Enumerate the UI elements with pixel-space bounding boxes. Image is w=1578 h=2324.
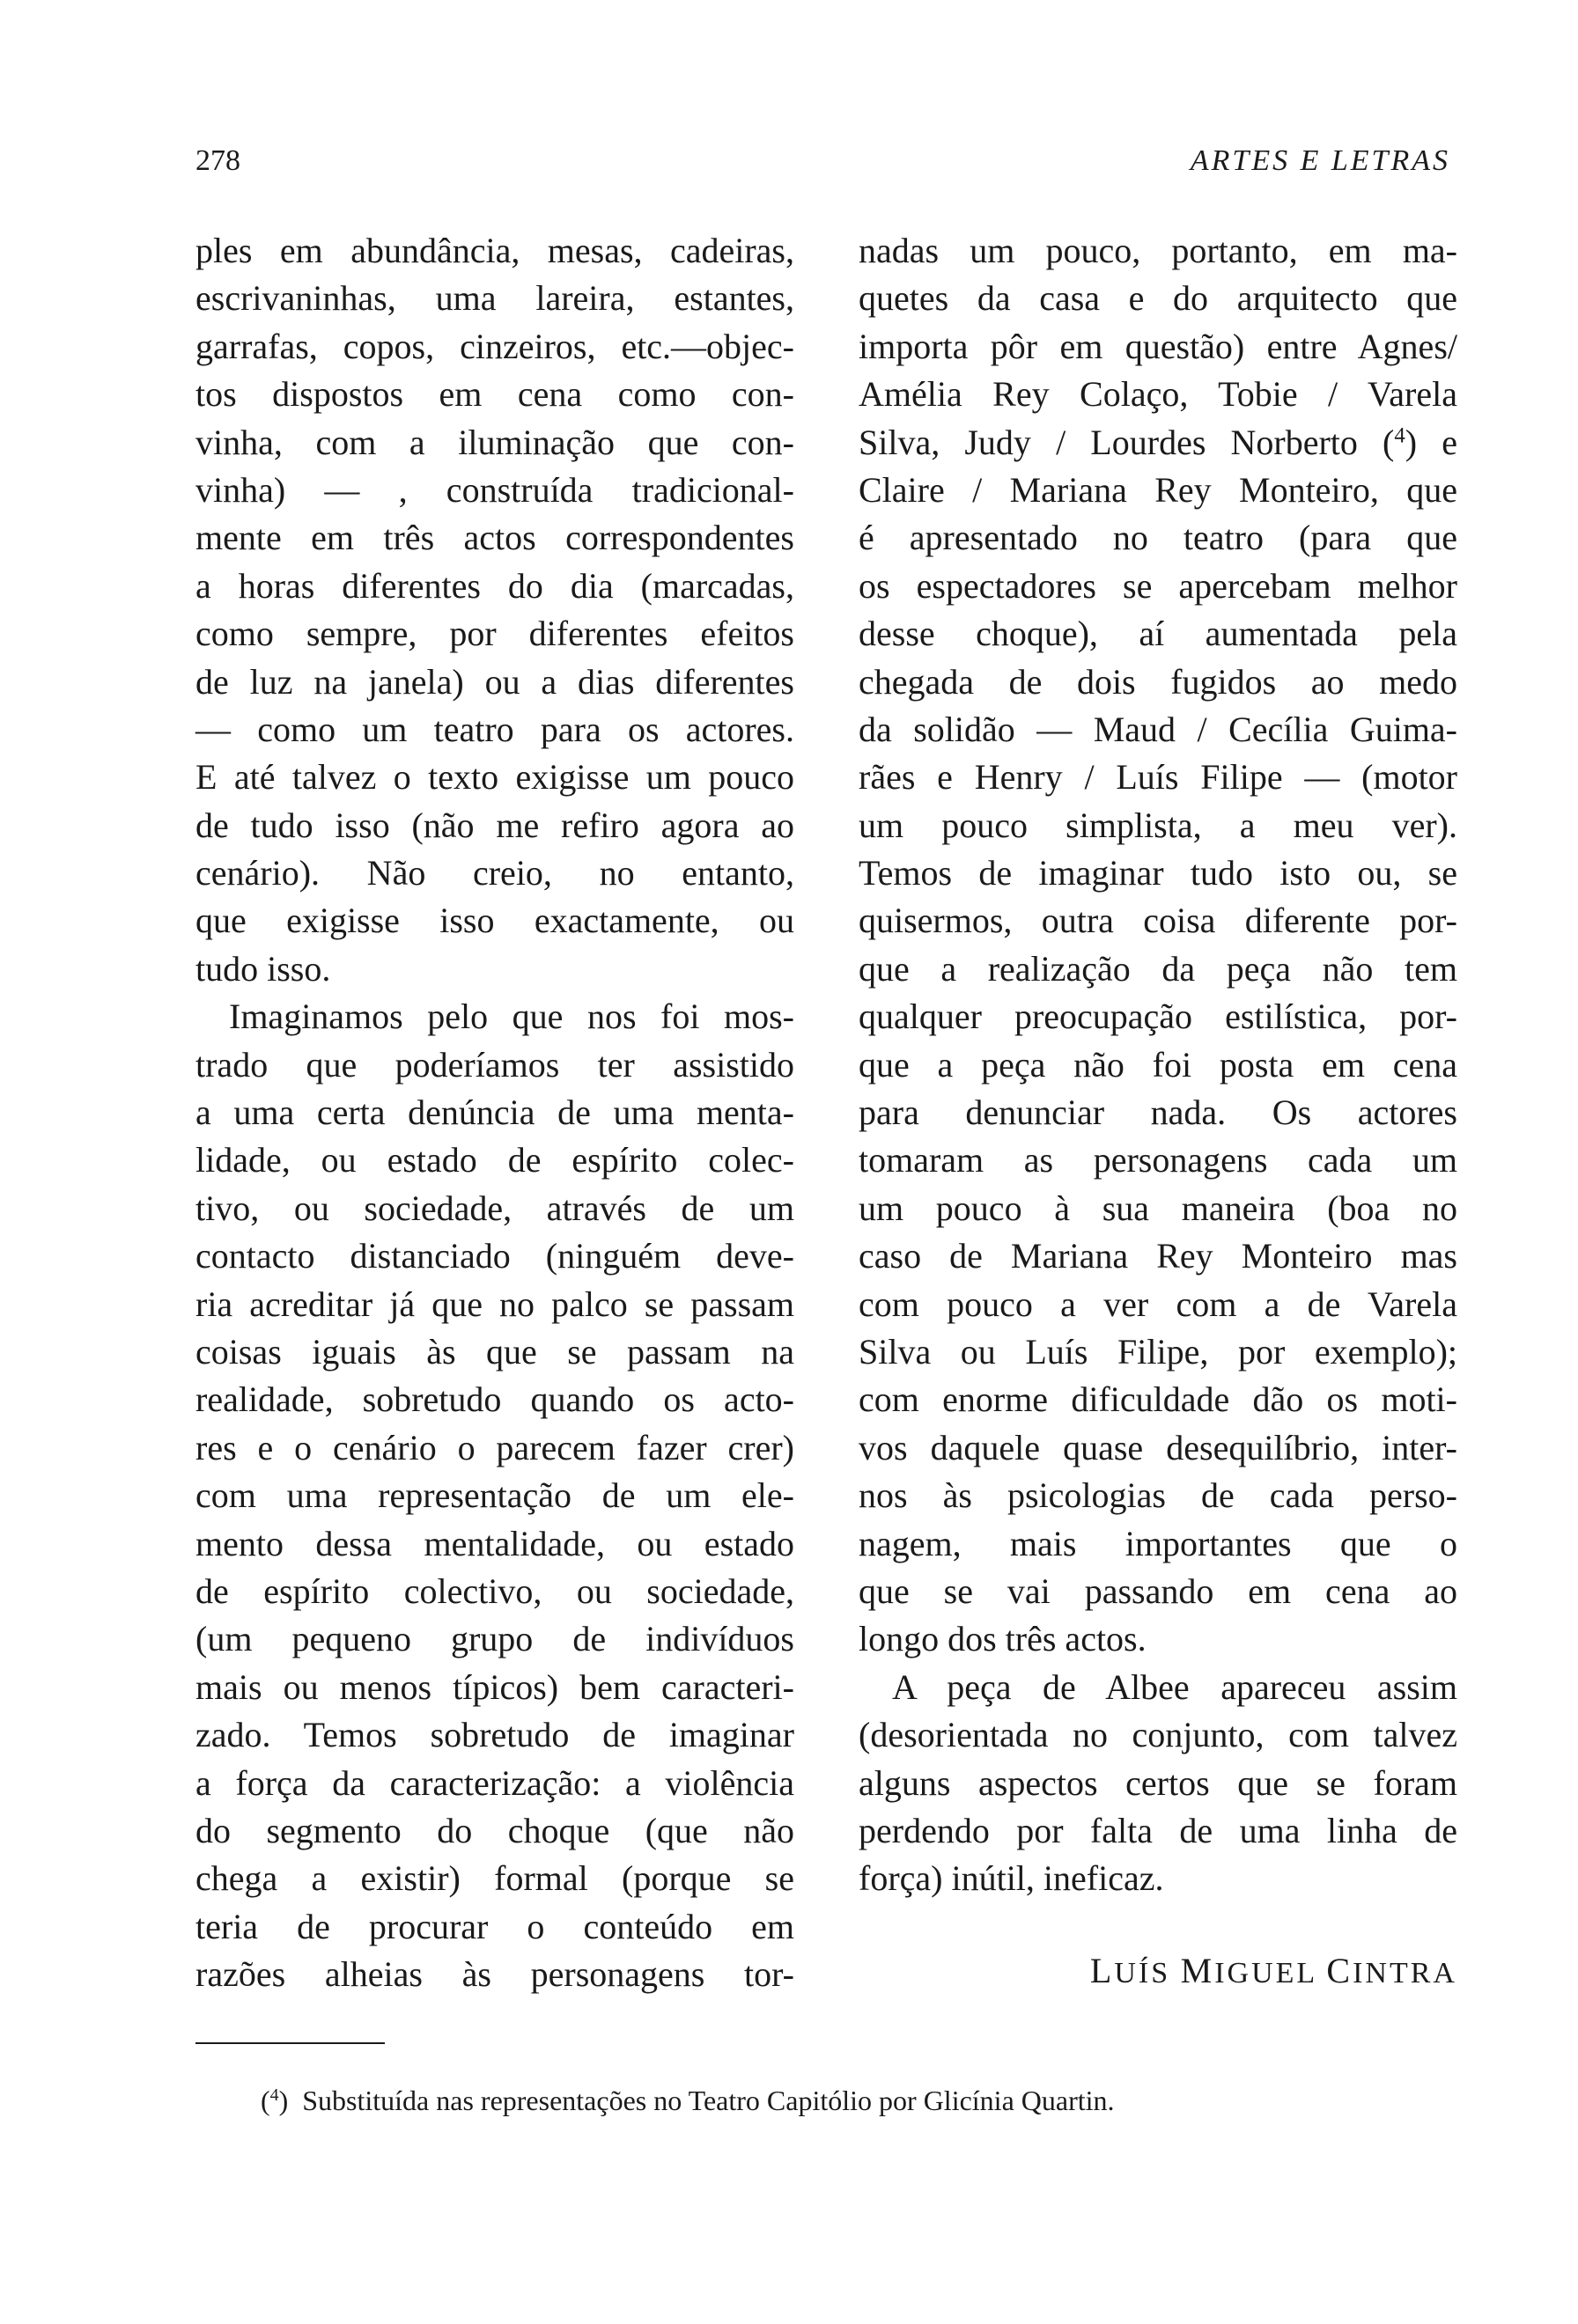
footnote-marker: 4 (269, 2085, 279, 2106)
text-line: vinha, com a iluminação que con- (195, 422, 794, 462)
right-column (859, 227, 1457, 1997)
running-head: ARTES E LETRAS (1190, 144, 1450, 177)
text-line: como sempre, por diferentes efeitos (195, 614, 794, 654)
text-line: Temos de imaginar tudo isto ou, se (859, 853, 1457, 894)
text-line: alguns aspectos certos que se foram (859, 1762, 1457, 1803)
text-line: Silva, Judy / Lourdes Norberto ($^4$) e (859, 422, 1457, 462)
text-line: nadas um pouco, portanto, em ma- (859, 231, 1457, 270)
text-line: tos dispostos em cena como con- (195, 374, 794, 415)
text-line: com enorme dificuldade dão os moti- (859, 1379, 1457, 1420)
text-line: força) inútil, ineficaz. (859, 1858, 1164, 1899)
text-line: tudo isso. (195, 948, 331, 989)
text-line: do segmento do choque (que não (195, 1810, 794, 1850)
text-line: cenário). Não creio, no entanto, (195, 853, 794, 894)
text-line: que a peça não foi posta em cena (859, 1044, 1457, 1085)
text-line: caso de Mariana Rey Monteiro mas (859, 1236, 1457, 1276)
text-line: da solidão — Maud / Cecília Guima- (859, 709, 1457, 749)
text-line: — como um teatro para os actores. (195, 709, 794, 749)
text-line: os espectadores se apercebam melhor (859, 565, 1457, 606)
text-line: mento dessa mentalidade, ou estado (195, 1523, 794, 1563)
text-line: com uma representação de um ele- (195, 1475, 794, 1516)
text-line: res e o cenário o parecem fazer crer) (195, 1427, 794, 1467)
text-line: (desorientada no conjunto, com talvez (859, 1715, 1457, 1755)
text-line: nagem, mais importantes que o (859, 1523, 1457, 1563)
text-line: trado que poderíamos ter assistido (195, 1044, 794, 1085)
text-line: tivo, ou sociedade, através de um (195, 1188, 794, 1228)
text-line: um pouco simplista, a meu ver). (859, 805, 1457, 845)
author-signature: LUÍS MIGUEL CINTRA (1089, 1950, 1457, 1990)
text-line: Claire / Mariana Rey Monteiro, que (859, 469, 1457, 510)
text-line: com pouco a ver com a de Varela (859, 1283, 1457, 1324)
text-line: nos às psicologias de cada perso- (859, 1475, 1457, 1516)
text-line: teria de procurar o conteúdo em (195, 1906, 794, 1946)
text-line: razões alheias às personagens tor- (195, 1954, 794, 1995)
text-line: é apresentado no teatro (para que (859, 518, 1457, 558)
footnote-rule (195, 2042, 385, 2044)
text-line: desse choque), aí aumentada pela (859, 614, 1457, 654)
text-line: a força da caracterização: a violência (195, 1762, 794, 1803)
text-line: tomaram as personagens cada um (859, 1140, 1457, 1180)
text-line: qualquer preocupação estilística, por- (859, 997, 1457, 1037)
text-line: Amélia Rey Colaço, Tobie / Varela (859, 374, 1457, 415)
text-line: importa pôr em questão) entre Agnes/ (859, 326, 1457, 366)
text-line: a horas diferentes do dia (marcadas, (195, 565, 794, 606)
text-line: escrivaninhas, uma lareira, estantes, (195, 278, 794, 319)
text-line: coisas iguais às que se passam na (195, 1331, 794, 1372)
text-line: lidade, ou estado de espírito colec- (195, 1140, 794, 1180)
text-line: chegada de dois fugidos ao medo (859, 661, 1457, 702)
footnote: ($^4$) Substituída nas representações no Teatro Capitólio por Glicínia Quartin. (261, 2085, 1115, 2116)
text-line: garrafas, copos, cinzeiros, etc.—objec- (195, 326, 794, 366)
text-line: realidade, sobretudo quando os acto- (195, 1379, 794, 1420)
text-line: de tudo isso (não me refiro agora ao (195, 805, 794, 845)
text-line: ria acreditar já que no palco se passam (195, 1283, 794, 1324)
text-line: mente em três actos correspondentes (195, 518, 794, 558)
text-line: chega a existir) formal (porque se (195, 1858, 794, 1899)
text-line: a uma certa denúncia de uma menta- (195, 1092, 794, 1133)
text-line: (um pequeno grupo de indivíduos (195, 1619, 794, 1659)
text-line: um pouco à sua maneira (boa no (859, 1188, 1457, 1228)
text-line: de espírito colectivo, ou sociedade, (195, 1570, 794, 1611)
text-line: mais ou menos típicos) bem caracteri- (195, 1666, 794, 1707)
footnote-text: Substituída nas representações no Teatro Capitólio por Glicínia Quartin. (302, 2085, 1115, 2116)
text-line: quisermos, outra coisa diferente por- (859, 901, 1457, 941)
text-line: E até talvez o texto exigisse um pouco (195, 757, 794, 798)
text-line: que se vai passando em cena ao (859, 1570, 1457, 1611)
text-line: quetes da casa e do arquitecto que (859, 278, 1457, 319)
left-column (195, 227, 794, 1998)
text-line: Imaginamos pelo que nos foi mos- (229, 997, 794, 1037)
text-line: A peça de Albee apareceu assim (892, 1666, 1457, 1707)
text-line: de luz na janela) ou a dias diferentes (195, 661, 794, 702)
footnote-reference: 4 (1394, 423, 1405, 447)
text-line: longo dos três actos. (859, 1619, 1147, 1659)
page-number: 278 (195, 144, 240, 177)
text-line: para denunciar nada. Os actores (859, 1092, 1457, 1133)
text-line: que a realização da peça não tem (859, 948, 1457, 989)
text-line: perdendo por falta de uma linha de (859, 1810, 1457, 1850)
text-line: contacto distanciado (ninguém deve- (195, 1236, 794, 1276)
text-line: rães e Henry / Luís Filipe — (motor (859, 757, 1457, 798)
text-line: vos daquele quase desequilíbrio, inter- (859, 1427, 1457, 1467)
text-line: ples em abundância, mesas, cadeiras, (195, 231, 794, 270)
text-line: zado. Temos sobretudo de imaginar (195, 1715, 794, 1755)
text-line: Silva ou Luís Filipe, por exemplo); (859, 1331, 1457, 1372)
text-line: que exigisse isso exactamente, ou (195, 901, 794, 941)
text-line: vinha) — , construída tradicional- (195, 469, 794, 510)
